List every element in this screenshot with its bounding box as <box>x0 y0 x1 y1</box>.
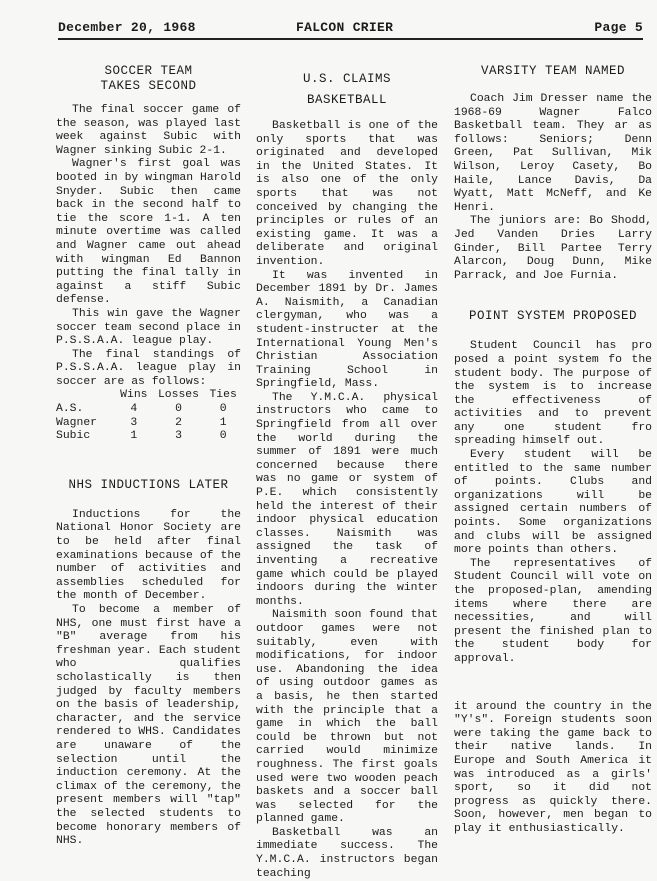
standings-cell: 0 <box>219 430 227 443</box>
basketball-headline <box>256 72 438 108</box>
column-3 <box>454 56 652 837</box>
paper-name: FALCON CRIER <box>296 20 394 35</box>
varsity-paragraph: Coach Jim Dresser name the 1968-69 Wagner Falco Basketball team. They ar as follows: Seniors; Denn Green, Pat Sullivan, Mik Wilson, Leroy Casety, Bo Haile, Lance Davis, Da Wyatt, Matt McNeff, and Ke Henri. <box>454 93 652 214</box>
standings-cell: 0 <box>219 403 227 416</box>
standings-cell: A.S. <box>56 403 84 416</box>
soccer-headline <box>56 64 241 94</box>
standings-row <box>56 417 241 431</box>
soccer-subtitle: TAKES SECOND <box>100 79 197 93</box>
varsity-headline <box>454 64 652 79</box>
nhs-headline <box>56 478 241 493</box>
basketball-paragraph: Naismith soon found that outdoor games were not suitably, even with modifications, for indoor use. Abandoning the idea of using outdoor games as a basis, he then started with the principle that a game in which the ball could be thrown but not carried would minimize roughness. The first goals used were two wooden peach baskets and a soccer ball was selected for the planned game. <box>256 609 438 826</box>
basketball-title: U.S. CLAIMS <box>302 72 391 86</box>
soccer-title: SOCCER TEAM <box>104 64 193 78</box>
standings-cell: 3 <box>130 416 138 429</box>
standings-header-row <box>56 389 241 403</box>
points-title: POINT SYSTEM PROPOSED <box>468 309 638 324</box>
standings-cell: 1 <box>219 416 227 429</box>
basketball-paragraph: The Y.M.C.A. physical instructors who came to Springfield from all over the world during the summer of 1891 were much concerned because there was no game or system of P.E. which consistently held the interest of their indoor physical education classes. Naismith was assigned the task of inventing a recreative game which could be played indoors during the winter months. <box>256 391 438 608</box>
page-number: Page 5 <box>594 20 643 35</box>
standings-cell: 4 <box>130 403 138 416</box>
points-headline <box>454 309 652 324</box>
nhs-paragraph: To become a member of NHS, one must first have a "B" average from his freshman year. Each student who qualifies scholastically is then judged by faculty members on the basis of leadership, character, and the service rendered to WHS. Candidates are unaware of the selection until the induction ceremony. At the climax of the ceremony, the present members will "tap" the selected students to become honorary members of NHS. <box>56 604 241 848</box>
continued-paragraph: it around the country in the "Y's". Foreign students soon were taking the game back to their native lands. In Europe and South America it was introduced as a girls' sport, so it did not progress as quickly there. Soon, however, men began to play it enthusiastically. <box>454 700 652 835</box>
basketball-subtitle: BASKETBALL <box>306 93 387 107</box>
nhs-paragraph: Inductions for the National Honor Society are to be held after final examinations because of the number of activities and assemblies scheduled for the month of December. <box>56 508 241 603</box>
standings-cell: Subic <box>56 430 91 443</box>
column-2 <box>256 56 438 881</box>
basketball-paragraph: It was invented in December 1891 by Dr. James A. Naismith, a Canadian clergyman, who was a student-instructer at the International Young Men's Christian Association Training School in Springfield, Mass. <box>256 269 438 391</box>
points-paragraph: The representatives of Student Council will vote on the proposed-plan, amending items where there are necessities, and will present the finished plan to the student body for approval. <box>454 557 652 665</box>
standings-cell: 1 <box>130 430 138 443</box>
soccer-paragraph: The final standings of P.S.S.A.A. league play in soccer are as follows: <box>56 348 241 388</box>
soccer-paragraph: This win gave the Wagner soccer team second place in P.S.S.A.A. league play. <box>56 307 241 348</box>
nhs-title: NHS INDUCTIONS LATER <box>68 477 229 492</box>
standings-header: Ties <box>209 389 237 402</box>
soccer-paragraph: Wagner's first goal was booted in by wingman Harold Snyder. Subic then came back in the second half to tie the score 1-1. A ten minute overtime was called and Wagner came out ahead with wingman Ed Bannon putting the final tally in against a stiff Subic defense. <box>56 158 241 307</box>
masthead <box>58 20 643 40</box>
standings-row <box>56 430 241 444</box>
standings-row <box>56 403 241 417</box>
standings-cell: Wagner <box>56 416 98 429</box>
standings-table <box>56 389 241 443</box>
points-paragraph: Student Council has pro posed a point system fo the student body. The purpose of the system is to increase the effectiveness of activities and to prevent any one student fro spreading himself out. <box>454 340 652 448</box>
column-gap <box>454 667 652 701</box>
issue-date: December 20, 1968 <box>58 20 196 35</box>
soccer-paragraph: The final soccer game of the season, was played last week against Subic with Wagner sinking Subic 2-1. <box>56 104 241 157</box>
standings-header: Losses <box>157 389 199 402</box>
standings-cell: 2 <box>175 416 182 429</box>
varsity-title: VARSITY TEAM NAMED <box>480 64 626 78</box>
basketball-paragraph: Basketball is one of the only sports that was originated and developed in the United States. It is also one of the only sports that was not conceived by changing the principles or rules of an existing game. It was a deliberate and original invention. <box>256 120 438 268</box>
points-paragraph: Every student will be entitled to the same number of points. Clubs and organizations will be assigned certain numbers of points. Some organizations and clubs will be assigned more points than others. <box>454 449 652 557</box>
varsity-paragraph: The juniors are: Bo Shodd, Jed Vanden Dries Larry Ginder, Bill Partee Terry Alarcon, Doug Dunn, Mike Parrack, and Joe Furnia. <box>454 215 652 282</box>
standings-header <box>56 389 116 403</box>
standings-cell: 0 <box>175 403 182 416</box>
basketball-paragraph: Basketball was an immediate success. The Y.M.C.A. instructors began teaching <box>256 826 438 880</box>
standings-cell: 3 <box>175 430 182 443</box>
column-1 <box>56 56 241 849</box>
standings-header: Wins <box>120 389 148 402</box>
